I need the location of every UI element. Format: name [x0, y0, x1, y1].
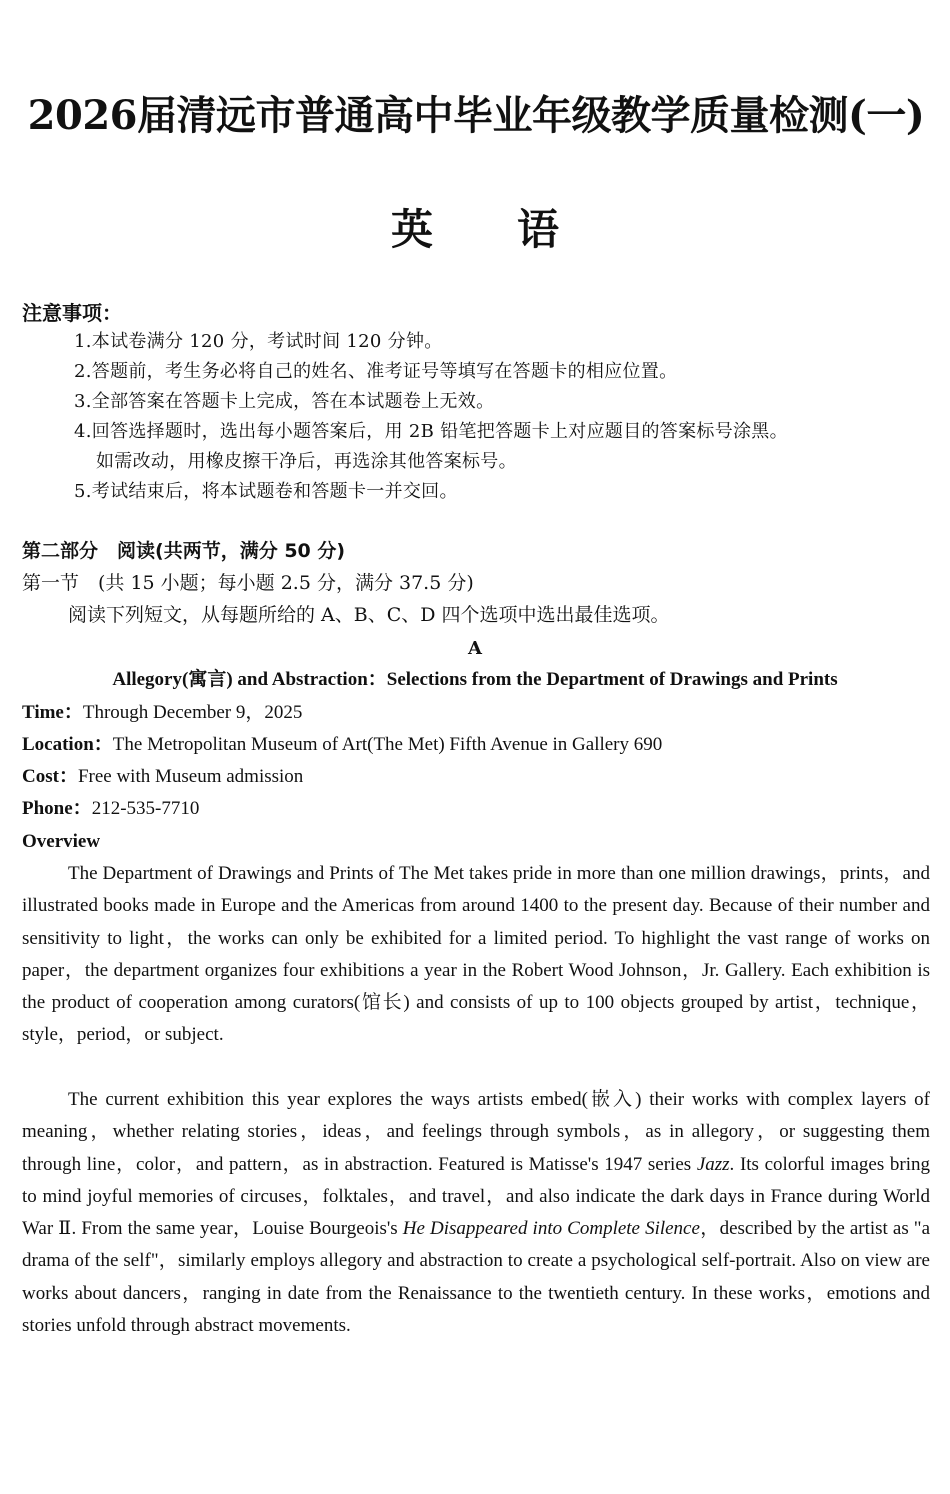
notes-list: [74, 327, 940, 507]
subsection-heading: 第一节 (共 15 小题；每小题 2.5 分，满分 37.5 分): [22, 572, 474, 594]
note-item: 2.答题前，考生务必将自己的姓名、准考证号等填写在答题卡的相应位置。: [74, 361, 678, 382]
info-cost: [22, 761, 303, 793]
work-title-bourgeois: He Disappeared into Complete Silence: [402, 1218, 700, 1240]
exam-title: 2026届清远市普通高中毕业年级教学质量检测(一): [27, 92, 925, 139]
info-time-value: Through December 9，2025: [82, 702, 303, 723]
work-title-jazz: Jazz: [696, 1153, 730, 1175]
para2-part-c: ，described by the artist as "a drama of the self"，similarly employs allegory and abstraction to create a psychological self-portrait. Also on view are works about dancers，ranging in date from the Renaissance to the twentieth century. In these works，emotions and stories unfold through abstract movements.: [22, 1218, 930, 1337]
passage-letter: A: [468, 638, 482, 659]
note-item-continued: 如需改动，用橡皮擦干净后，再选涂其他答案标号。: [96, 451, 517, 472]
info-cost-value: Free with Museum admission: [77, 766, 304, 787]
info-time: [22, 697, 302, 729]
reading-instruction: 阅读下列短文，从每题所给的 A、B、C、D 四个选项中选出最佳选项。: [68, 604, 670, 626]
info-location-value: The Metropolitan Museum of Art(The Met) Fifth Avenue in Gallery 690: [112, 734, 663, 755]
note-item: 5.考试结束后，将本试题卷和答题卡一并交回。: [74, 481, 458, 502]
note-item: 1.本试卷满分 120 分，考试时间 120 分钟。: [74, 331, 443, 352]
part-heading: [22, 536, 345, 566]
info-phone-label: Phone：: [22, 798, 92, 819]
info-location-label: Location：: [22, 734, 113, 755]
info-location: [22, 729, 662, 761]
part-title: 第二部分 阅读: [22, 540, 156, 562]
part-detail: (共两节，满分 50 分): [155, 540, 346, 562]
note-item: 4.回答选择题时，选出每小题答案后，用 2B 铅笔把答题卡上对应题目的答案标号涂黑。: [74, 421, 788, 442]
info-phone: [22, 793, 199, 825]
notes-heading: 注意事项：: [22, 301, 122, 325]
info-time-label: Time：: [22, 702, 83, 723]
para2-part-a: The current exhibition this year explores the ways artists embed(嵌入) their works with complex layers of meaning，whether relating stories，ideas，and feelings through symbols，as in allegory，or suggesting them through line，color，and pattern，as in abstraction. Featured is Matisse's 1947 series: [22, 1089, 930, 1175]
overview-heading: Overview: [22, 831, 101, 852]
info-cost-label: Cost：: [22, 766, 78, 787]
passage-title: Allegory(寓言) and Abstraction：Selections from the Department of Drawings and Prints: [112, 669, 838, 690]
note-item: 3.全部答案在答题卡上完成，答在本试题卷上无效。: [74, 391, 495, 412]
info-phone-value: 212-535-7710: [91, 798, 200, 819]
overview-paragraph-1: The Department of Drawings and Prints of The Met takes pride in more than one million drawings，prints，and illustrated books made in Europe and the Americas from around 1400 to the present day. Because of their number and sensitivity to light，the works can only be exhibited for a limited period. To highlight the vast range of works on paper，the department organizes four exhibitions a year in the Robert Wood Johnson，Jr. Gallery. Each exhibition is the product of cooperation among curators(馆长) and consists of up to 100 objects grouped by artist，technique，style，period，or subject.: [22, 863, 930, 1046]
subject-title: 英语: [390, 205, 643, 254]
para2-part-b: . Its colorful images bring to mind joyful memories of circuses，folktales，and travel，and also indicate the dark days in France during World War Ⅱ. From the same year，Louise Bourgeois's: [22, 1153, 930, 1240]
overview-paragraph-2: [22, 1084, 930, 1342]
